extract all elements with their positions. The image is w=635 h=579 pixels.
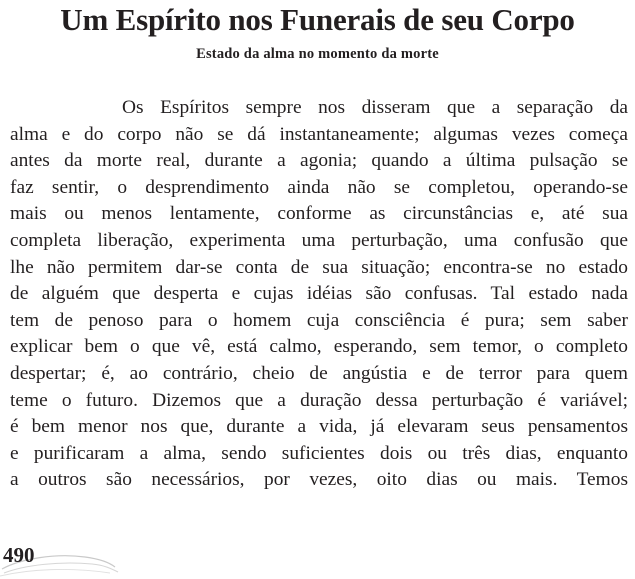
text-line: lhe não permitem dar-se conta de sua situação; encontra-se no estado: [10, 256, 628, 278]
text-line: faz sentir, o desprendimento ainda não se completou, operando-se: [10, 176, 628, 198]
text-line: teme o futuro. Dizemos que a duração dessa perturbação é variável;: [10, 389, 628, 411]
page-number: 490: [3, 543, 35, 567]
text-line: a outros são necessários, por vezes, oito dias ou mais. Temos: [10, 469, 628, 491]
text-line: Os Espíritos sempre nos disseram que a separação da: [122, 97, 628, 118]
text-line: explicar bem o que vê, está calmo, esperando, sem temor, o completo: [10, 336, 628, 358]
body-text: [10, 95, 628, 494]
page-subtitle: Estado da alma no momento da morte: [196, 46, 439, 62]
text-line: antes da morte real, durante a agonia; quando a última pulsação se: [10, 150, 628, 172]
text-line: mais ou menos lentamente, conforme as circunstâncias e, até sua: [10, 203, 628, 225]
page-footer: [0, 539, 635, 579]
text-line: completa liberação, experimenta uma perturbação, uma confusão que: [10, 229, 628, 251]
page-title: Um Espírito nos Funerais de seu Corpo: [60, 2, 575, 37]
text-line: despertar; é, ao contrário, cheio de angústia e de terror para quem: [10, 362, 628, 384]
text-line: alma e do corpo não se dá instantaneamente; algumas vezes começa: [10, 123, 628, 145]
text-line: de alguém que desperta e cujas idéias são confusas. Tal estado nada: [10, 283, 628, 305]
text-line: e purificaram a alma, sendo suficientes dois ou três dias, enquanto: [10, 442, 628, 464]
text-line: tem de penoso para o homem cuja consciência é pura; sem saber: [10, 309, 628, 331]
text-line: é bem menor nos que, durante a vida, já elevaram seus pensamentos: [10, 416, 628, 438]
